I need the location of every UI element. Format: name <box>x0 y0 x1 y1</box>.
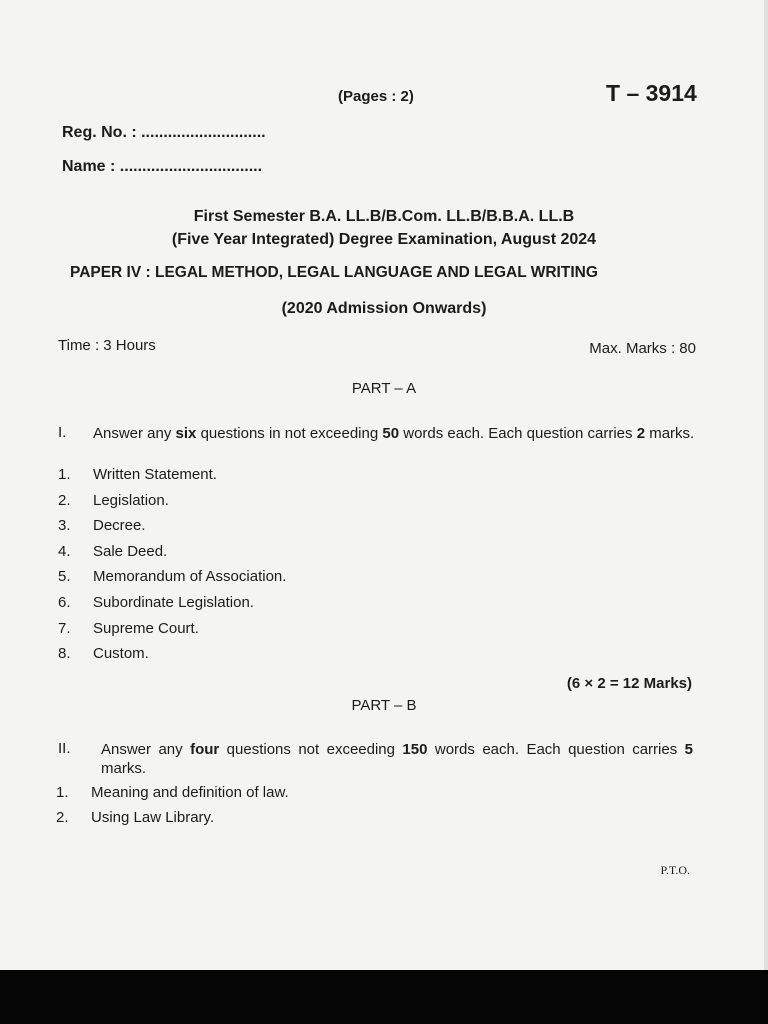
time-allowed: Time : 3 Hours <box>58 337 156 354</box>
exam-title-line2: (Five Year Integrated) Degree Examination, August 2024 <box>171 231 597 248</box>
reg-no-field: Reg. No. : ............................ <box>62 124 266 141</box>
exam-title-line1: First Semester B.A. LL.B/B.Com. LL.B/B.B.A. LL.B <box>193 208 575 225</box>
list-item: 5. Memorandum of Association. <box>58 568 287 586</box>
list-item: 1. Written Statement. <box>58 466 217 483</box>
scan-border-bar <box>0 970 768 1024</box>
part-a-roman: I. <box>58 424 67 441</box>
part-a-question-list <box>58 466 658 671</box>
part-b-roman: II. <box>58 740 71 757</box>
name-field: Name : ................................ <box>62 158 263 175</box>
part-b-instruction: Answer any four questions not exceeding 150 words each. Each question carries 5 marks. <box>101 741 693 777</box>
max-marks: Max. Marks : 80 <box>589 340 696 357</box>
list-item: 8. Custom. <box>58 645 149 663</box>
part-a-marks: (6 × 2 = 12 Marks) <box>566 675 692 692</box>
admission-note: (2020 Admission Onwards) <box>281 300 487 317</box>
pto-note: P.T.O. <box>660 863 690 877</box>
list-item: 4. Sale Deed. <box>58 542 168 560</box>
part-a-instruction: Answer any six questions in not exceeding 50 words each. Each question carries 2 marks. <box>93 425 695 442</box>
list-item: 2. Using Law Library. <box>56 809 215 826</box>
list-item: 3. Decree. <box>58 517 146 535</box>
list-item: 7. Supreme Court. <box>58 619 199 637</box>
part-b-question-list <box>56 784 656 834</box>
list-item: 1. Meaning and definition of law. <box>56 784 289 801</box>
part-a-heading: PART – A <box>351 380 417 397</box>
paper-code: T – 3914 <box>606 80 697 106</box>
list-item: 6. Subordinate Legislation. <box>58 593 254 611</box>
list-item: 2. Legislation. <box>58 491 169 509</box>
part-b-heading: PART – B <box>351 697 417 714</box>
page-edge-shadow <box>764 0 768 970</box>
paper-title: PAPER IV : LEGAL METHOD, LEGAL LANGUAGE AND LEGAL WRITING <box>70 264 598 281</box>
pages-count: (Pages : 2) <box>338 88 414 105</box>
